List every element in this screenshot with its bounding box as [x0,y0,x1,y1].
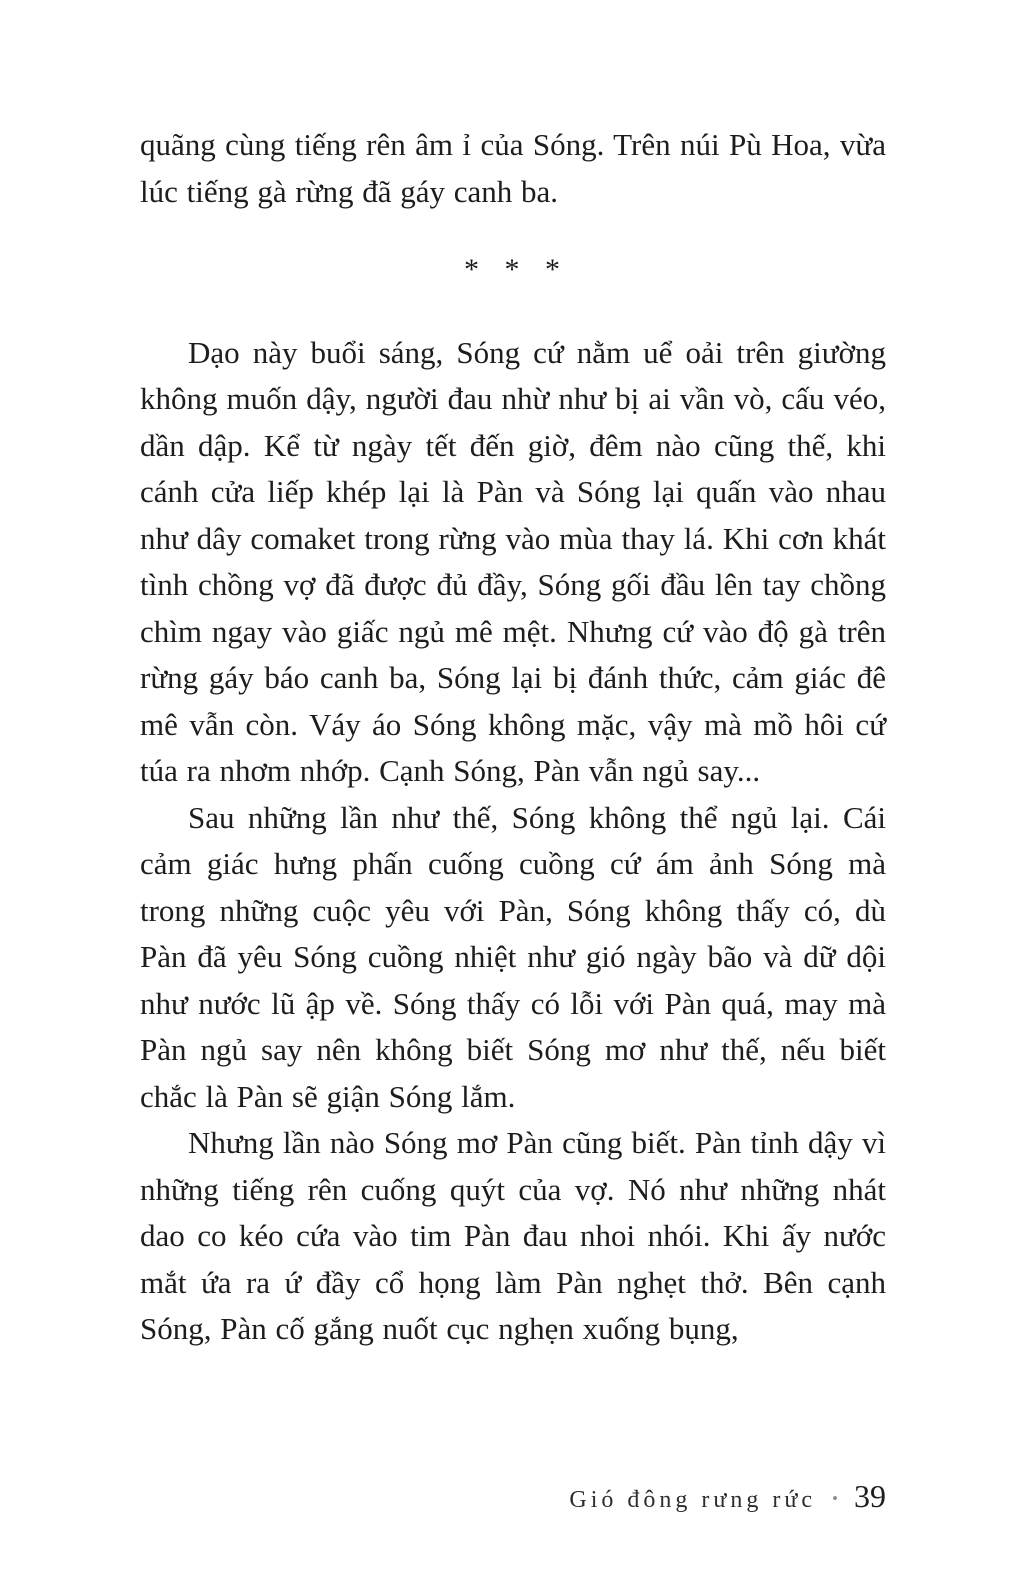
page-footer [569,1478,886,1515]
paragraph: Nhưng lần nào Sóng mơ Pàn cũng biết. Pàn tỉnh dậy vì những tiếng rên cuống quýt của vợ. Nó như những nhát dao co kéo cứa vào tim Pàn đau nhoi nhói. Khi ấy nước mắt ứa ra ứ đầy cổ họng làm Pàn nghẹt thở. Bên cạnh Sóng, Pàn cố gắng nuốt cục nghẹn xuống bụng, [140,1125,886,1346]
footer-bullet-icon: • [832,1489,838,1508]
page-number: 39 [854,1478,886,1514]
paragraph-continuation: quãng cùng tiếng rên âm ỉ của Sóng. Trên núi Pù Hoa, vừa lúc tiếng gà rừng đã gáy canh ba. [140,127,886,209]
section-separator: * * * [464,253,562,286]
paragraph: Sau những lần như thế, Sóng không thể ngủ lại. Cái cảm giác hưng phấn cuống cuồng cứ ám ảnh Sóng mà trong những cuộc yêu với Pàn, Sóng không thấy có, dù Pàn đã yêu Sóng cuồng nhiệt như gió ngày bão và dữ dội như nước lũ ập về. Sóng thấy có lỗi với Pàn quá, may mà Pàn ngủ say nên không biết Sóng mơ như thế, nếu biết chắc là Pàn sẽ giận Sóng lắm. [140,799,886,1114]
paragraph: Dạo này buổi sáng, Sóng cứ nằm uể oải trên giường không muốn dậy, người đau nhừ như bị ai vần vò, cấu véo, dần dập. Kể từ ngày tết đến giờ, đêm nào cũng thế, khi cánh cửa liếp khép lại là Pàn và Sóng lại quấn vào nhau như dây comaket trong rừng vào mùa thay lá. Khi cơn khát tình chồng vợ đã được đủ đầy, Sóng gối đầu lên tay chồng chìm ngay vào giấc ngủ mê mệt. Nhưng cứ vào độ gà trên rừng gáy báo canh ba, Sóng lại bị đánh thức, cảm giác đê mê vẫn còn. Váy áo Sóng không mặc, vậy mà mồ hôi cứ túa ra nhơm nhớp. Cạnh Sóng, Pàn vẫn ngủ say... [140,334,886,788]
running-title: Gió đông rưng rức [569,1487,817,1513]
body-text-block [140,122,886,1353]
